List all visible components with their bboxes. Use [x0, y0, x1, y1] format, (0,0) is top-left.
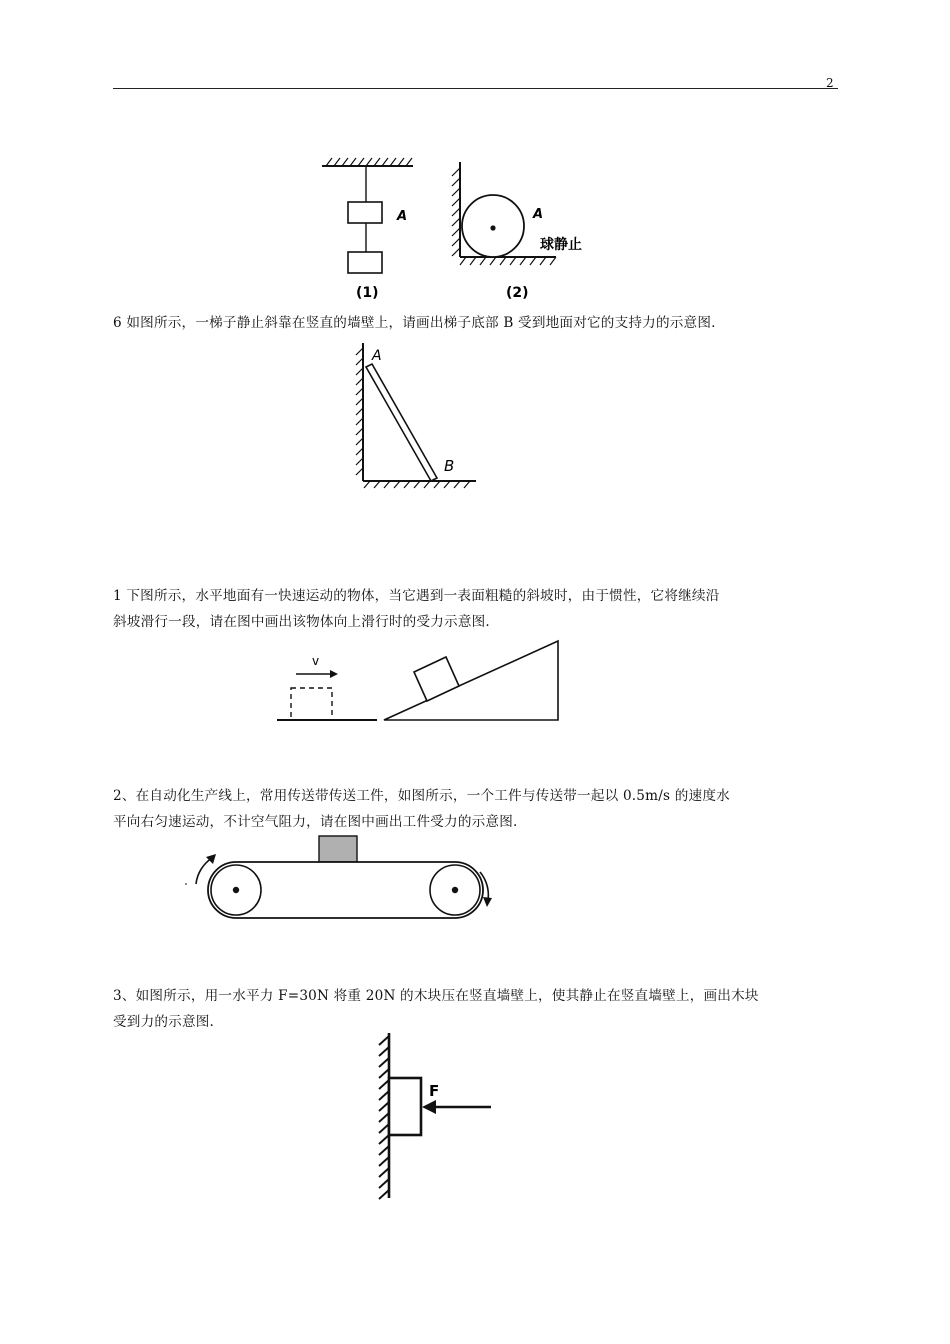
label-A-fig1: A	[397, 209, 408, 224]
force-arrow-F	[422, 1100, 491, 1114]
q1-text-line1: 1 下图所示，水平地面有一快速运动的物体，当它遇到一表面粗糙的斜坡时，由于惯性，它将继续沿	[113, 588, 720, 604]
q1-text-line2: 斜坡滑行一段，请在图中画出该物体向上滑行时的受力示意图.	[113, 614, 490, 630]
velocity-label: v	[312, 654, 320, 668]
q3-text-line2: 受到力的示意图.	[113, 1014, 215, 1030]
caption-fig1: (1)	[356, 285, 379, 301]
wall-hatching-q3	[379, 1036, 389, 1199]
ladder-label-B: B	[444, 457, 455, 475]
wooden-block	[389, 1078, 421, 1135]
note-ball-static: 球静止	[540, 237, 582, 253]
q3-text-line1: 3、如图所示，用一水平力 F=30N 将重 20N 的木块压在竖直墙壁上，使其静止在竖直墙壁上，画出木块	[113, 988, 759, 1004]
label-A-fig2: A	[533, 207, 544, 222]
ladder-label-A: A	[372, 348, 382, 364]
q6-text: 6 如图所示，一梯子静止斜靠在竖直的墙壁上，请画出梯子底部 B 受到地面对它的支持力的示意图.	[113, 315, 716, 331]
caption-fig2: (2)	[506, 285, 529, 301]
q2-text-line1: 2、在自动化生产线上，常用传送带传送工件，如图所示，一个工件与传送带一起以 0.5m/s 的速度水	[113, 788, 730, 804]
page-number: 2	[826, 76, 834, 90]
force-label-F: F	[429, 1082, 440, 1100]
q2-text-line2: 平向右匀速运动，不计空气阻力，请在图中画出工件受力的示意图.	[113, 814, 518, 830]
